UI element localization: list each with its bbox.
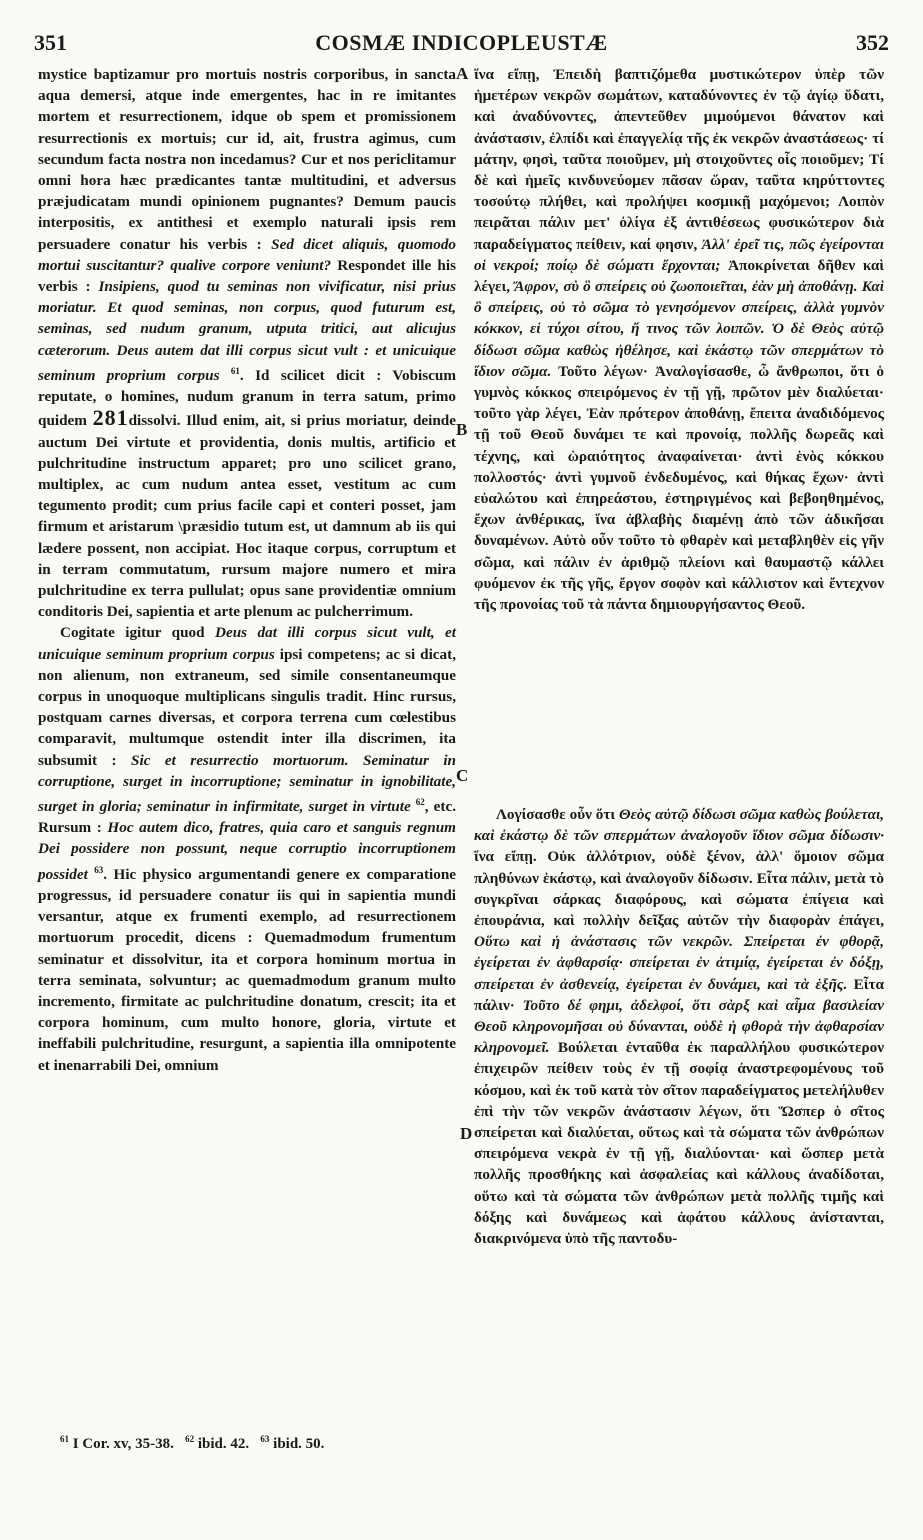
latin-paragraph-2: Cogitate igitur quod Deus dat illi corpus sicut vult, et unicuique seminum proprium corpus ipsi competens; ac si dicat, non alienum, non extraneum, sed simile consentaneumque corpus in unoquoque multiplicans singulis tradit. Hinc rursus, postquam carnes diversas, et corpora terrena cum cœlestibus comparavit, multumque ostendit inter illa discrimen, ita subsumit : Sic et resurrectio mortuorum. Seminatur in corruptione, surget in incorruptione; seminatur in ignobilitate, surget in gloria; seminatur in infirmitate, surget in virtute $^{62}$, etc. Rursum : Hoc autem dico, fratres, quia caro et sanguis regnum Dei possidere non possunt, neque corruptio incorruptionem possidet $^{63}$. Hic physico argumentandi genere ex comparatione progressus, id persuadere conatur iis qui in sapientia mundi versantur, atque ex frumenti exemplo, ad resurrectionem mortuorum procedit, dicens : Quemadmodum frumentum seminatur et dissolvitur, ita et corpora hominum mortua in terra seminata, solvuntur; ac quemadmodum granum multo incremento, firmitate ac pulchritudine donatum, crescit; ita et corpora hominum, cum multo honore, gloria, virtute et ineffabili pulchritudine, resurgunt, a sapientia illa omnipotente et inenarrabili Dei, omnium	[38, 624, 457, 1074]
greek-paragraph-1: ἵνα εἴπῃ, Ἐπειδὴ βαπτιζόμεθα μυστικώτερον ὑπὲρ τῶν ἡμετέρων νεκρῶν σωμάτων, καταδύνοντες ἐν τῷ ἁγίῳ ὕδατι, καὶ ἀναδύνοντες, ἀπεντεῦθεν μιμούμενοι θάνατον καὶ ἀνάστασιν, ἐλπίδι καὶ ἐπαγγελίᾳ τῆς ἐκ νεκρῶν ἀναστάσεως· τί μάτην, φησὶ, ταῦτα ποιοῦμεν, μὴ στοιχοῦντες οἷς ποιοῦμεν; Τί δὲ καὶ ἡμεῖς κινδυνεύομεν πᾶσαν ὥραν, ταῦτα κηρύττοντες τοσούτῳ πλήθει, καὶ προλήψει κοσμικῇ μαχόμενοι; Λοιπὸν πειρᾶται πάλιν μετ' ὀλίγα ἐξ ἀντιθέσεως φυσικώτερον διὰ παραδείγματος πείθειν, καί φησιν, Ἀλλ' ἐρεῖ τις, πῶς ἐγείρονται οἱ νεκροί; ποίῳ δὲ σώματι ἔρχονται; Ἀποκρίνεται δῆθεν καὶ λέγει, Ἄφρον, σὺ ὃ σπείρεις οὐ ζωοποιεῖται, ἐὰν μὴ ἀποθάνῃ. Καὶ ὃ σπείρεις, οὐ τὸ σῶμα τὸ γενησόμενον σπείρεις, ἀλλὰ γυμνὸν κόκκον, εἰ τύχοι σίτου, ἤ τινος τῶν λοιπῶν. Ὁ δὲ Θεὸς αὐτῷ δίδωσι σῶμα καθὼς ἠθέλησε, καὶ ἑκάστῳ τῶν σπερμάτων τὸ ἴδιον σῶμα. Τοῦτο λέγων· Ἀναλογίσασθε, ὦ ἄνθρωποι, ὅτι ὁ γυμνὸς κόκκος σπειρόμενος ἐν τῇ γῇ, πρῶτον μὲν διαλύεται· τοῦτο γὰρ λέγει, Ἐὰν πρότερον ἀποθάνῃ, ἔπειτα ἀναδιδόμενος τῇ τοῦ Θεοῦ δυνάμει τε καὶ προνοίᾳ, πολλῆς δωρεᾶς καὶ τέχνης, καὶ ὡραιότητος ἀναφαίνεται· ἀντὶ ἑνὸς κόκκου πολλοστός· ἀντὶ γυμνοῦ ἐνδεδυμένος, καὶ θήκας ἔχων· ἀντὶ εὐαλώτου καὶ ἐπηρεάστου, ἐστηριγμένος καὶ βεβοηθημένος, ἔχων ἀνθέρικας, ἵνα ἀβλαβὴς διαμένῃ ἀπὸ τῶν ἀδικῆσαι δυναμένων. Αὐτὸ οὖν τοῦτο τὸ φθαρὲν καὶ μεταβληθὲν εἰς γῆν σῶμα, καὶ πάλιν ἐν ἀριθμῷ πλείονι καὶ θαυμαστῷ κάλλει φυόμενον ἐκ τῆς γῆς, ἔργον σοφὸν καὶ κάλλιστον καὶ ἔντεχνον τῆς προνοίας τοῦ τὰ πάντα δημιουργήσαντος Θεοῦ.	[474, 66, 885, 614]
greek-column-upper	[474, 64, 884, 615]
latin-column	[38, 64, 456, 1076]
greek-column-lower	[474, 804, 884, 1249]
page-number-right: 352	[856, 30, 889, 55]
running-header	[34, 30, 889, 60]
page-number-left: 351	[34, 30, 67, 55]
margin-marker-d: D	[460, 1124, 473, 1143]
footnotes: $^{61}$ I Cor. xv, 35-38. $^{62}$ ibid. 42. $^{63}$ ibid. 50.	[60, 1434, 325, 1452]
footnote-ref: 61	[230, 365, 240, 376]
running-title: COSMÆ INDICOPLEUSTÆ	[315, 30, 608, 55]
margin-marker-c: C	[456, 766, 469, 785]
footnote-ref: 62	[415, 796, 425, 807]
greek-paragraph-2: Λογίσασθε οὖν ὅτι Θεὸς αὐτῷ δίδωσι σῶμα καθὼς βούλεται, καὶ ἑκάστῳ δὲ τῶν σπερμάτων ἀναλογοῦν ἴδιον σῶμα δίδωσιν· ἵνα εἴπῃ. Οὐκ ἀλλότριον, οὐδὲ ξένον, ἀλλ' ὅμοιον σῶμα πληθύνων ἑκάστῳ, καὶ ἀναλογοῦν δίδωσιν. Εἶτα πάλιν, μετὰ τὸ συγκρῖναι σάρκας διαφόρους, καὶ σώματα ἐπίγεια καὶ ἐπουράνια, καὶ πολλὴν δεῖξας αὐτῶν τὴν διαφορὰν ἐπάγει, Οὕτω καὶ ἡ ἀνάστασις τῶν νεκρῶν. Σπείρεται ἐν φθορᾷ, ἐγείρεται ἐν ἀφθαρσίᾳ· σπείρεται ἐν ἀτιμίᾳ, ἐγείρεται ἐν δόξῃ, σπείρεται ἐν ἀσθενείᾳ, ἐγείρεται ἐν δυνάμει, καὶ τὰ ἑξῆς. Εἶτα πάλιν· Τοῦτο δέ φημι, ἀδελφοί, ὅτι σὰρξ καὶ αἷμα βασιλείαν Θεοῦ κληρονομῆσαι οὐ δύνανται, οὐδὲ ἡ φθορὰ τὴν ἀφθαρσίαν κληρονομεῖ. Βούλεται ἐνταῦθα ἐκ παραλλήλου φυσικώτερον ἐπιχειρῶν πείθειν τοὺς ἐν τῇ σοφίᾳ ἀναστρεφομένους τοῦ κόσμου, καὶ ἐκ τοῦ κατὰ τὸν σῖτον παραδείγματος μετελήλυθεν ἐπὶ τὴν τῶν νεκρῶν ἀνάστασιν λέγων, ὅτι Ὥσπερ ὁ σῖτος σπείρεται καὶ διαλύεται, οὕτως καὶ τὰ σώματα τῶν ἀνθρώπων σπειρόμενα νεκρὰ ἐν τῇ γῇ, διαλύονται· καὶ ὥσπερ μετὰ πολλῆς προσθήκης καὶ ἀσφαλείας καὶ κάλλους ἀναδίδοται, οὕτω καὶ τὰ σώματα τῶν ἀνθρώπων μετὰ πολλῆς τιμῆς καὶ δόξης καὶ δυνάμεως καὶ ἀφάτου κάλλους ἀνίστανται, διακρινόμενα ὑπὸ τῆς παντοδυ-	[474, 806, 884, 1248]
margin-marker-a: A	[456, 64, 469, 83]
latin-paragraph-1: mystice baptizamur pro mortuis nostris corporibus, in sancta aqua demersi, atque inde emergentes, hac in re imitantes mortem et resurrectionem, idque ob spem et promissionem resurrectionis ex mortuis; cur id, ait, frustra agimus, cum secundum facta nostra non incedamus? Cur et nos periclitamur omni hora hæc prædicantes tantæ multitudini, et adversus præjudicatam mundi opinionem pugnantes? Demum paucis interpositis, ex antithesi et exemplo naturali ipsis rem persuadere conatur his verbis : Sed dicet aliquis, quomodo mortui suscitantur? qualive corpore veniunt? Respondet ille his verbis : Insipiens, quod tu seminas non vivificatur, nisi prius moriatur. Et quod seminas, non corpus, quod futurum est, seminas, sed nudum granum, utputa tritici, aut alicujus cæterorum. Deus autem dat illi corpus sicut vult : et unicuique seminum proprium corpus $^{61}$. Id scilicet dicit : Vobiscum reputate, o homines, nudum granum in terra satum, primo quidem 281dissolvi. Illud enim, ait, si prius moriatur, deinde auctum Dei virtute et providentia, donis multis, artificio et pulchritudine instructum apparet; pro uno scilicet grano, multiplex, ac cum nudum antea esset, vestitum ac cum tegumento prodit; cum prius facile capi et conteri posset, jam firmum et aristarum \præsidio tutum est, ut damnum ab iis qui lædere possent, non accipiat. Hoc itaque corpus, corruptum et in terram commutatum, rursum majore numero et mira pulchritudine ex terra pullulat; opus sane providentiæ omnium conditoris Dei, sapientia et arte plenum ac pulcherrimum.	[38, 66, 457, 621]
margin-marker-b: B	[456, 420, 468, 439]
column-number: 281	[92, 405, 129, 431]
footnote-ref: 63	[94, 864, 104, 875]
